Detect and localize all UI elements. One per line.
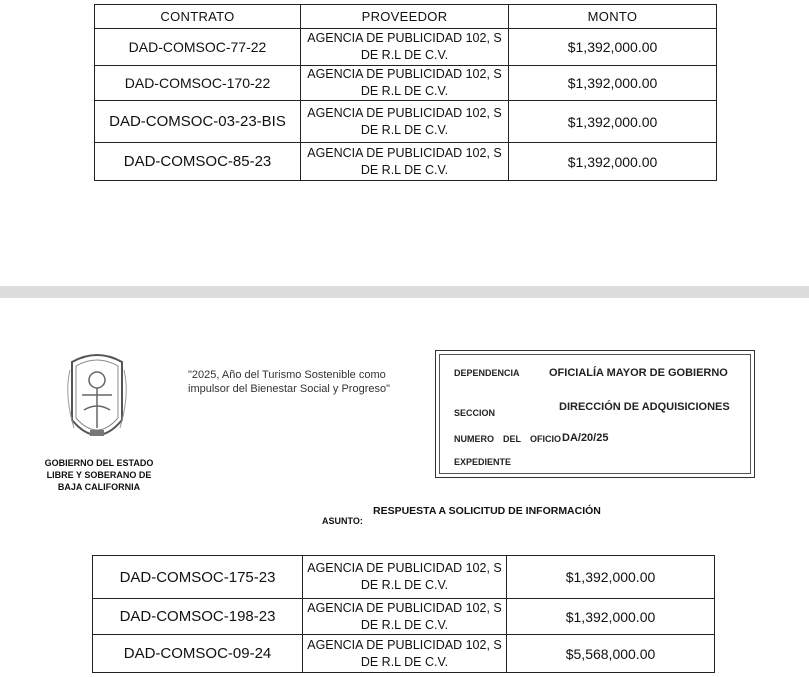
expediente-label: EXPEDIENTE <box>454 457 512 467</box>
contracts-table-1 <box>94 4 717 181</box>
contract-cell: DAD-COMSOC-85-23 <box>95 143 301 181</box>
provider-line-1: AGENCIA DE PUBLICIDAD 102, S <box>307 31 502 45</box>
oficio-value: DA/20/25 <box>562 432 609 444</box>
contract-cell: DAD-COMSOC-09-24 <box>93 635 303 673</box>
amount-cell: $1,392,000.00 <box>507 599 715 635</box>
provider-line-2: DE R.L DE C.V. <box>360 84 449 98</box>
header-proveedor: PROVEEDOR <box>301 5 509 29</box>
amount-cell: $5,568,000.00 <box>507 635 715 673</box>
contract-cell: DAD-COMSOC-170-22 <box>95 66 301 101</box>
provider-line-2: DE R.L DE C.V. <box>360 162 449 177</box>
seccion-label: SECCION <box>454 408 496 418</box>
provider-cell <box>301 101 509 143</box>
dependencia-value: OFICIALÍA MAYOR DE GOBIERNO <box>549 367 728 379</box>
amount-cell: $1,392,000.00 <box>509 143 717 181</box>
provider-line-2: DE R.L DE C.V. <box>360 122 449 137</box>
header-monto: MONTO <box>509 5 717 29</box>
table-row <box>93 599 715 635</box>
amount-cell: $1,392,000.00 <box>509 101 717 143</box>
contract-cell: DAD-COMSOC-77-22 <box>95 29 301 66</box>
table-row <box>95 66 717 101</box>
table-row <box>93 635 715 673</box>
seccion-value: DIRECCIÓN DE ADQUISICIONES <box>559 401 730 413</box>
provider-line-1: AGENCIA DE PUBLICIDAD 102, S <box>307 105 502 120</box>
contract-cell: DAD-COMSOC-03-23-BIS <box>95 101 301 143</box>
asunto-value: RESPUESTA A SOLICITUD DE INFORMACIÓN <box>373 505 601 517</box>
provider-line-1: AGENCIA DE PUBLICIDAD 102, S <box>307 145 502 160</box>
provider-line-1: AGENCIA DE PUBLICIDAD 102, S <box>307 637 502 652</box>
table-header-row <box>95 5 717 29</box>
contract-cell: DAD-COMSOC-175-23 <box>93 556 303 599</box>
numero-label: NUMERO <box>454 434 494 444</box>
government-line-2: LIBRE Y SOBERANO DE <box>46 470 152 480</box>
government-line-1: GOBIERNO DEL ESTADO <box>44 458 154 468</box>
amount-cell: $1,392,000.00 <box>507 556 715 599</box>
table-row <box>95 143 717 181</box>
document-info-box <box>435 350 755 478</box>
year-motto <box>188 368 428 396</box>
contract-cell: DAD-COMSOC-198-23 <box>93 599 303 635</box>
amount-cell: $1,392,000.00 <box>509 29 717 66</box>
page-separator <box>0 286 809 298</box>
provider-line-1: AGENCIA DE PUBLICIDAD 102, S <box>307 67 502 81</box>
provider-cell <box>301 66 509 101</box>
provider-line-2: DE R.L DE C.V. <box>360 578 449 592</box>
contracts-table-2 <box>92 555 715 673</box>
provider-line-2: DE R.L DE C.V. <box>360 48 449 62</box>
table-row <box>95 29 717 66</box>
government-name <box>40 457 158 493</box>
oficio-label: OFICIO <box>530 434 561 444</box>
provider-line-1: AGENCIA DE PUBLICIDAD 102, S <box>307 600 502 615</box>
provider-cell <box>301 143 509 181</box>
provider-cell <box>303 556 507 599</box>
dependencia-label: DEPENDENCIA <box>454 368 520 378</box>
provider-cell <box>301 29 509 66</box>
motto-line-1: "2025, Año del Turismo Sostenible como <box>188 369 386 381</box>
del-label: DEL <box>503 434 521 444</box>
provider-line-1: AGENCIA DE PUBLICIDAD 102, S <box>307 561 502 575</box>
header-contrato: CONTRATO <box>95 5 301 29</box>
provider-cell <box>303 599 507 635</box>
asunto-label: ASUNTO: <box>322 516 363 526</box>
table-row <box>93 556 715 599</box>
provider-line-2: DE R.L DE C.V. <box>360 617 449 632</box>
government-line-3: BAJA CALIFORNIA <box>57 482 141 492</box>
table-row <box>95 101 717 143</box>
state-coat-of-arms-icon <box>62 350 132 454</box>
provider-cell <box>303 635 507 673</box>
motto-line-2: impulsor del Bienestar Social y Progreso" <box>188 383 390 395</box>
amount-cell: $1,392,000.00 <box>509 66 717 101</box>
provider-line-2: DE R.L DE C.V. <box>360 654 449 669</box>
